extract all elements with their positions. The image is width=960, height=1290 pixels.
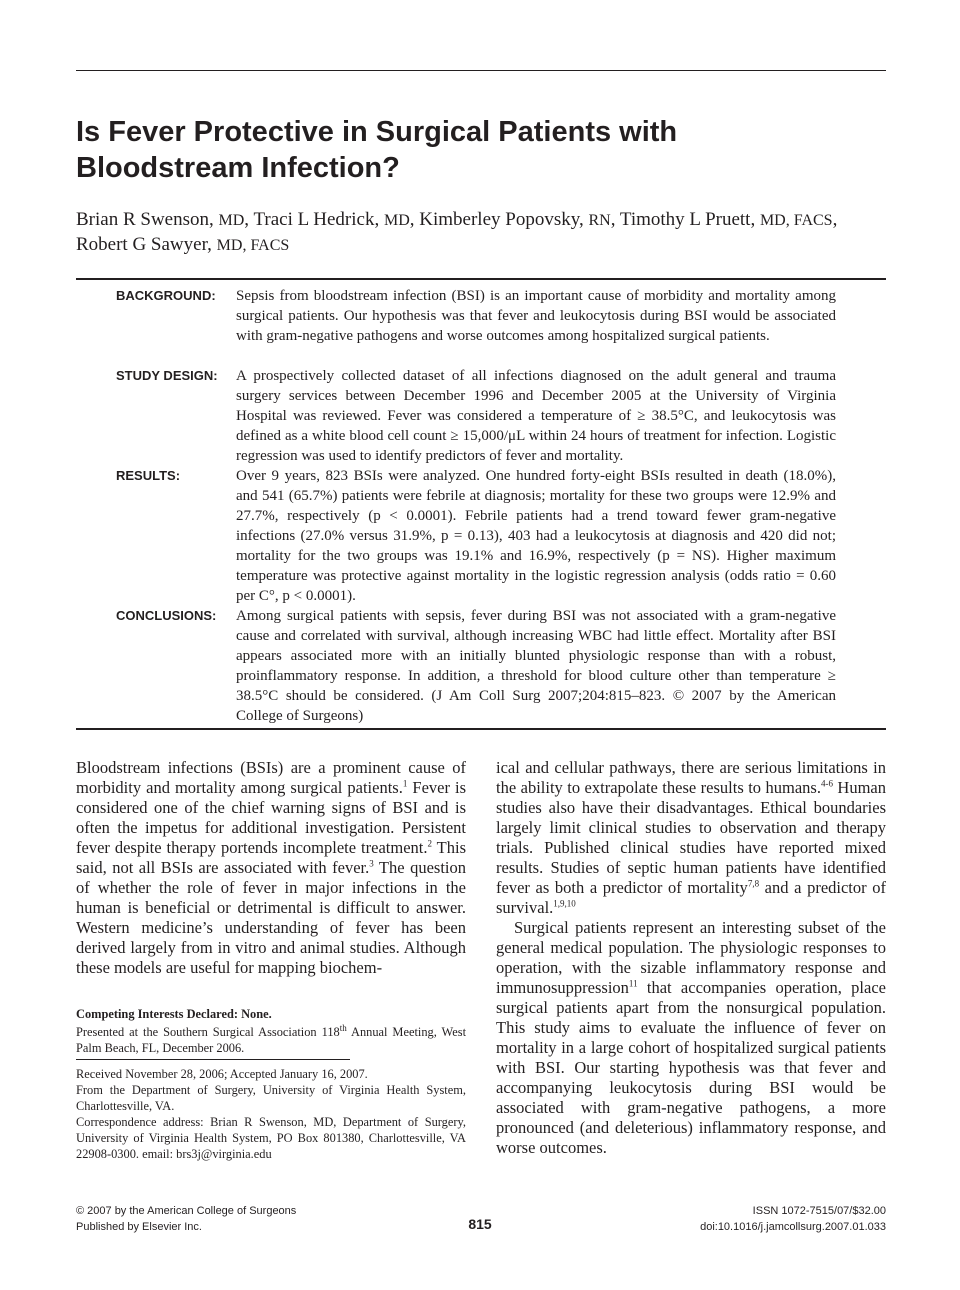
citation-ref[interactable]: 11 [628, 978, 638, 989]
author-credential: MD, FACS [759, 212, 833, 229]
issn-text: ISSN 1072-7515/07/$32.00 [752, 1205, 886, 1217]
article-title: Is Fever Protective in Surgical Patients with Bloodstream Infection? [76, 116, 678, 184]
author-list [76, 208, 876, 258]
separator: , [610, 209, 620, 230]
author-credential: MD, FACS [216, 237, 290, 254]
abstract-text: Sepsis from bloodstream infection (BSI) is an important cause of morbidity and mortality among surgical patients. Our hypothesis was that fever and leukocytosis during BSI would be associated with gram-negative pathogens and worse outcomes among hospitalized surgical patients. [236, 288, 836, 344]
author-line-1 [76, 208, 876, 233]
body-left-column [76, 758, 466, 978]
page-number: 815 [468, 1216, 492, 1232]
citation-ref[interactable]: 4-6 [820, 778, 833, 789]
author-name: Traci L Hedrick, [253, 209, 384, 230]
text-run: Fever is considered one of the chief warning signs of BSI and is often the impetus for additional investigation. Persistent fever despite therapy portends incomplete treatment. [76, 778, 466, 857]
body-paragraph [496, 758, 886, 918]
author-name: Timothy L Pruett, [619, 209, 760, 230]
superscript: th [339, 1022, 347, 1033]
text-run: ical and cellular pathways, there are serious limitations in the ability to extrapolate these results to humans. [496, 758, 886, 797]
abstract-text: A prospectively collected dataset of all infections diagnosed on the adult general and trauma surgery services between December 1996 and December 2005 at the University of Virginia Hospital was reviewed. Fever was considered a temperature of ≥ 38.5°C, and leukocytosis was defined as a white blood cell count ≥ 15,000/μL within 24 hours of treatment for infection. Logistic regression was used to identify predictors of fever and mortality. [236, 368, 836, 464]
top-rule [76, 70, 886, 71]
text-run: Annual Meeting, West Palm Beach, FL, December 2006. [76, 1025, 467, 1055]
author-name: Robert G Sawyer, [76, 234, 217, 255]
text-run: Presented at the Southern Surgical Association 118 [76, 1025, 340, 1039]
separator: , [832, 209, 838, 230]
presented-note [76, 1024, 466, 1056]
received-note: Received November 28, 2006; Accepted January 16, 2007. [76, 1067, 368, 1081]
citation-ref[interactable]: 7,8 [747, 878, 760, 889]
abstract-label: RESULTS: [116, 468, 181, 483]
abstract-label: STUDY DESIGN: [116, 368, 218, 383]
citation-ref[interactable]: 1 [402, 778, 408, 789]
author-credential: MD [383, 212, 410, 229]
text-run: The question of whether the role of fever in major infections in the human is beneficial or detrimental is difficult to answer. Western medicine’s understanding of fever has been derived largely from in vitro and animal studies. Although these models are useful for mapping biochem- [76, 858, 466, 977]
abstract-text: Among surgical patients with sepsis, fever during BSI was not associated with a gram-negative cause and correlated with survival, although increasing WBC had little effect. Mortality after BSI appears associated more with an initially blunted physiologic response than with a robust, proinflammatory response. In addition, a threshold for blood culture other than temperature ≥ 38.5°C should be considered. (J Am Coll Surg 2007;204:815–823. © 2007 by the American College of Surgeons) [236, 608, 836, 724]
correspondence-note: Correspondence address: Brian R Swenson, MD, Department of Surgery, University of Virginia Health System, PO Box 801380, Charlottesville, VA 22908-0300. email: brs3j@virginia.edu [76, 1115, 466, 1161]
text-run: Human studies also have their disadvantages. Ethical boundaries largely limit clinical studies to observation and therapy trials. Published clinical studies have reported mixed results. Studies of septic human patients have identified fever as both a predictor of mortality [496, 778, 886, 897]
competing-interests: Competing Interests Declared: None. [76, 1007, 272, 1021]
text-run: that accompanies operation, place surgical patients apart from the nonsurgical population. This study aims to evaluate the influence of fever on mortality in a large cohort of hospitalized surgical patients with BSI. Our starting hypothesis was that fever and accompanying leukocytosis during BSI would be associated with gram-negative pathogens, a more pronounced (and deleterious) inflammatory response, and worse outcomes. [496, 978, 886, 1157]
body-right-column [496, 758, 886, 1158]
article-correspondence [76, 1066, 466, 1162]
text-run: Bloodstream infections (BSIs) are a prominent cause of morbidity and mortality among surgical patients. [76, 758, 466, 797]
abstract-label: CONCLUSIONS: [116, 608, 217, 623]
footer-left [76, 1203, 296, 1235]
footer-right [700, 1203, 886, 1235]
body-paragraph [76, 758, 466, 978]
text-run: and a predictor of survival. [496, 878, 886, 917]
abstract-label: BACKGROUND: [116, 288, 216, 303]
author-line-2 [76, 233, 876, 258]
affiliation-note: From the Department of Surgery, University of Virginia Health System, Charlottesville, VA. [76, 1083, 466, 1113]
author-name: Brian R Swenson, [76, 209, 219, 230]
copyright-text: © 2007 by the American College of Surgeons [76, 1205, 297, 1217]
author-credential: RN [588, 212, 611, 229]
notes-divider [76, 1059, 350, 1060]
body-paragraph [496, 918, 886, 1158]
separator: , [409, 209, 420, 230]
author-credential: MD [218, 212, 245, 229]
author-name: Kimberley Popovsky, [419, 209, 589, 230]
article-notes [76, 1006, 466, 1056]
citation-ref[interactable]: 3 [369, 858, 374, 869]
doi-link[interactable]: doi:10.1016/j.jamcollsurg.2007.01.033 [700, 1221, 886, 1233]
text-run: Surgical patients represent an interesting subset of the general medical population. The physiologic responses to operation, with the sizable inflammatory response and immunosuppression [496, 918, 886, 997]
separator: , [244, 209, 254, 230]
abstract-text: Over 9 years, 823 BSIs were analyzed. One hundred forty-eight BSIs resulted in death (18.0%), and 541 (65.7%) patients were febrile at diagnosis; mortality for these two groups were 12.9% and 27.7%, respectively (p < 0.0001). Febrile patients had a trend toward fewer gram-negative infections (27.0% versus 31.9%, p = 0.13), 403 had a leukocytosis at diagnosis and 420 did not; mortality for the two groups was 19.1% and 16.9%, respectively (p = NS). Higher maximum temperature was protective against mortality in the logistic regression analysis (odds ratio = 0.60 per C°, p < 0.0001). [236, 468, 836, 604]
citation-ref[interactable]: 1,9,10 [553, 898, 576, 909]
abstract [76, 278, 886, 730]
text-run: This said, not all BSIs are associated with fever. [76, 838, 466, 877]
citation-ref[interactable]: 2 [427, 838, 432, 849]
publisher-text: Published by Elsevier Inc. [76, 1221, 202, 1233]
